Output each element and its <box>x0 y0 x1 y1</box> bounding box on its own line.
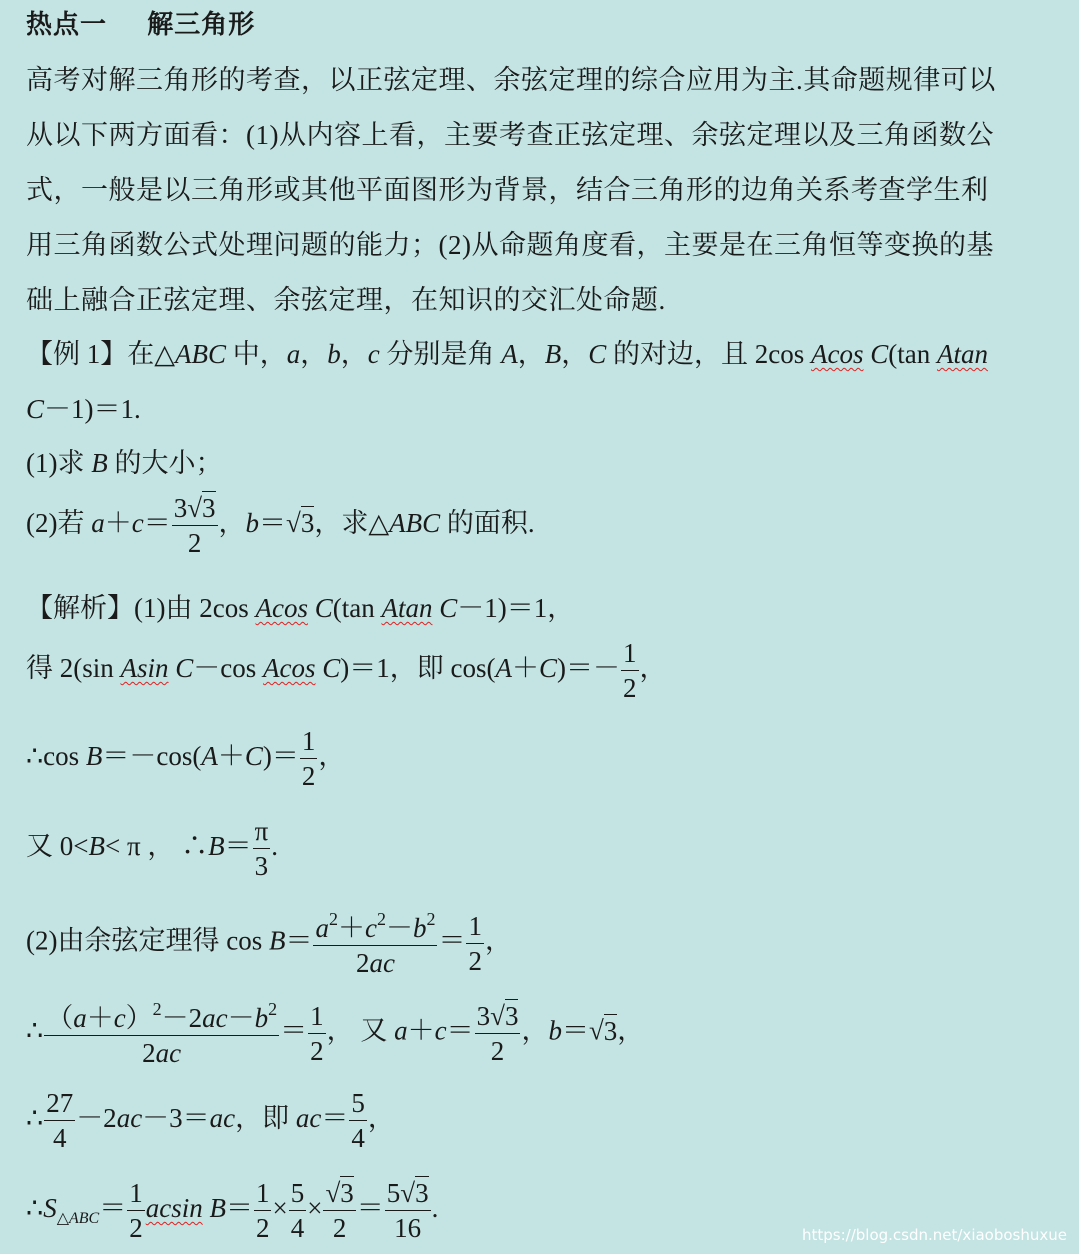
example-tag: 【例 1】 <box>26 339 128 369</box>
solution-line-8 <box>26 1180 438 1242</box>
solution-tag: 【解析】 <box>26 593 134 623</box>
fraction <box>466 910 484 976</box>
radicand: 3 <box>504 1000 519 1031</box>
intro-line-1: 高考对解三角形的考查，以正弦定理、余弦定理的综合应用为主.其命题规律可以 <box>26 65 996 95</box>
text: (2)若 <box>26 508 92 539</box>
num: 5 <box>289 1180 307 1211</box>
text: ＋ <box>217 741 245 772</box>
num: 5 <box>349 1090 367 1121</box>
text: 的对边，且 2cos <box>606 339 812 369</box>
text: 2 <box>355 948 370 978</box>
fraction: $\frac{3√3}{2}$ <box>476 1000 519 1066</box>
radicand: 3 <box>415 1178 429 1208</box>
example-line-1 <box>26 332 988 371</box>
den: 16 <box>394 1213 422 1243</box>
question-2: (2)若 a＋c＝ $\frac{3√3}{2}$ ，b＝√3，求△ABC 的面积. <box>26 493 535 558</box>
var: Atan <box>937 339 988 369</box>
var: c <box>434 1015 447 1046</box>
sub: △ABC <box>56 1210 100 1228</box>
text: 又 0< <box>26 831 89 862</box>
text: ＝ <box>561 1015 589 1046</box>
var: b <box>327 339 341 369</box>
solution-line-1 <box>26 586 574 625</box>
text: ＝ <box>285 925 313 956</box>
text: ，求△ <box>314 508 390 539</box>
num: 1 <box>466 913 484 944</box>
text: ， <box>484 925 512 956</box>
var: B <box>208 831 225 862</box>
var: C <box>175 653 194 684</box>
text: 中， <box>226 339 287 369</box>
text: ，即 <box>235 1103 296 1134</box>
var: b <box>548 1015 562 1046</box>
var: c <box>364 913 377 943</box>
den: 4 <box>290 1213 305 1243</box>
var: ac <box>209 1103 236 1134</box>
intro-line-5: 础上融合正弦定理、余弦定理，在知识的交汇处命题. <box>26 285 666 315</box>
var: A <box>501 339 518 369</box>
den: 2 <box>301 761 316 791</box>
text: ＝ <box>356 1193 384 1224</box>
var: S <box>43 1193 57 1224</box>
var: Acos <box>263 653 316 684</box>
text: ∴ <box>26 1103 44 1134</box>
text: )＝－ <box>557 653 621 684</box>
text: 得 2(sin <box>26 653 121 684</box>
text: ＋ <box>407 1015 435 1046</box>
text: (1)由 2cos <box>134 593 256 623</box>
text: 的大小； <box>107 448 223 478</box>
var: C <box>870 339 889 369</box>
text: ， <box>340 339 368 369</box>
sup: 2 <box>426 909 436 929</box>
intro-line-4: 用三角函数公式处理问题的能力；(2)从命题角度看，主要是在三角恒等变换的基 <box>26 230 994 260</box>
var: c <box>113 1003 126 1033</box>
text: （ <box>46 1003 74 1033</box>
text: 在△ <box>127 339 176 369</box>
var: B <box>91 448 108 478</box>
var: A <box>201 741 218 772</box>
fraction <box>349 1090 367 1152</box>
solution-line-3 <box>26 728 345 790</box>
text: ＝ <box>280 1015 308 1046</box>
fraction <box>308 1000 326 1066</box>
text: 分别是角 <box>379 339 502 369</box>
text: ＝ <box>321 1103 349 1134</box>
var: ac <box>295 1103 322 1134</box>
var: C <box>314 593 333 623</box>
num: 1 <box>127 1180 145 1211</box>
var: b <box>412 913 427 943</box>
fraction <box>127 1180 145 1242</box>
fraction <box>44 1090 75 1152</box>
den: 2 <box>129 1213 143 1243</box>
fraction: $\frac{√3}{2}$ <box>325 1178 354 1243</box>
question-1 <box>26 441 222 480</box>
den: 4 <box>351 1123 365 1153</box>
var: B <box>209 1193 226 1224</box>
var: a <box>91 508 105 539</box>
var: ac <box>116 1103 143 1134</box>
text: . <box>271 831 278 862</box>
text: －2 <box>161 1003 203 1033</box>
var: B <box>88 831 105 862</box>
solution-line-6: ∴ $\frac{(a+c)^2-2ac-b^2}{2ac}$ ＝ $\frac{1}{2}$ ， 又 a＋c＝ $\frac{3√3}{2}$ ，b＝√3， <box>26 999 645 1068</box>
fraction <box>44 1000 279 1067</box>
var: acsin <box>145 1193 203 1224</box>
text: )＝1，即 cos( <box>340 653 496 684</box>
text: (tan <box>332 593 382 623</box>
num: 5 <box>386 1178 401 1208</box>
text: < π ， ∴ <box>104 831 209 862</box>
fraction <box>253 818 271 880</box>
text: (2)由余弦定理得 cos <box>26 925 269 956</box>
num: 27 <box>44 1090 75 1121</box>
radicand: 3 <box>300 508 315 539</box>
solution-line-5 <box>26 910 512 977</box>
var: B <box>544 339 562 369</box>
solution-line-4 <box>26 818 278 880</box>
text: ， <box>639 653 667 684</box>
var: A <box>495 653 513 684</box>
text: ＝ <box>225 1193 253 1224</box>
var: C <box>322 653 341 684</box>
num: 1 <box>300 728 318 759</box>
text: ∴ <box>26 1193 44 1224</box>
fraction <box>254 1180 272 1242</box>
var: a <box>394 1015 408 1046</box>
intro-line-2: 从以下两方面看：(1)从内容上看，主要考查正弦定理、余弦定理以及三角函数公 <box>26 120 994 150</box>
text: 2 <box>142 1038 156 1068</box>
text: －cos <box>193 653 264 684</box>
text: 的面积. <box>440 508 535 539</box>
den: 2 <box>332 1213 347 1243</box>
radicand: 3 <box>202 493 216 523</box>
den: 2 <box>187 528 202 558</box>
text: ＝－cos( <box>102 741 202 772</box>
num: 1 <box>308 1003 326 1034</box>
text: ， <box>300 339 328 369</box>
sup: 2 <box>376 909 386 929</box>
text: －2 <box>76 1103 117 1134</box>
num: π <box>253 818 271 849</box>
text: ＝ <box>259 508 287 539</box>
var: a <box>315 913 329 943</box>
fraction <box>289 1180 307 1242</box>
text: ＋ <box>512 653 540 684</box>
text: ， <box>617 1015 645 1046</box>
text: ） <box>125 1003 153 1033</box>
text: ， <box>218 508 246 539</box>
text: －1)＝1， <box>457 593 575 623</box>
text: ＝ <box>224 831 252 862</box>
num: 3 <box>173 493 188 523</box>
sup: 2 <box>268 999 278 1019</box>
var: ac <box>369 948 395 978</box>
text: ＝ <box>99 1193 127 1224</box>
solution-line-2 <box>26 640 667 702</box>
var: b <box>254 1003 269 1033</box>
var: B <box>85 741 103 772</box>
var: Acos <box>255 593 308 623</box>
var: ac <box>202 1003 228 1033</box>
fraction: $\frac{5√3}{16}$ <box>386 1178 429 1243</box>
den: 4 <box>52 1123 67 1153</box>
intro-line-3: 式，一般是以三角形或其他平面图形为背景，结合三角形的边角关系考查学生利 <box>26 175 989 205</box>
num: 1 <box>254 1180 272 1211</box>
text: )＝ <box>262 741 299 772</box>
var: b <box>245 508 260 539</box>
text: ， <box>318 741 346 772</box>
var: B <box>268 925 286 956</box>
radicand: 3 <box>340 1178 354 1208</box>
text: －3＝ <box>142 1103 210 1134</box>
text: ＝ <box>438 925 466 956</box>
num: 3 <box>476 1000 491 1031</box>
solution-line-7 <box>26 1090 395 1152</box>
text: ∴ <box>26 1015 44 1046</box>
text: . <box>431 1193 439 1224</box>
sup: 2 <box>152 999 162 1019</box>
fraction <box>300 728 318 790</box>
var: Acos <box>811 339 864 369</box>
var: ac <box>155 1038 182 1068</box>
var: c <box>131 508 144 539</box>
text: －1)＝1. <box>44 394 141 424</box>
var: C <box>588 339 607 369</box>
var: C <box>26 394 45 424</box>
text: ＝ <box>446 1015 474 1046</box>
text: ＋ <box>337 913 365 943</box>
text: － <box>385 913 413 943</box>
var: C <box>539 653 558 684</box>
den: 2 <box>255 1213 270 1243</box>
text: × <box>307 1193 323 1224</box>
text: ＝ <box>143 508 171 539</box>
den: 3 <box>254 851 269 881</box>
section-heading: 热点一 解三角形 <box>26 10 256 40</box>
text: (1)求 <box>26 448 92 478</box>
fraction <box>313 910 437 977</box>
text: ＋ <box>86 1003 114 1033</box>
text: － <box>227 1003 255 1033</box>
den: 2 <box>623 673 637 703</box>
num: 1 <box>621 640 639 671</box>
den: 2 <box>490 1035 505 1066</box>
var: a <box>73 1003 87 1033</box>
text: ＋ <box>104 508 132 539</box>
den: 2 <box>310 1035 324 1066</box>
sup: 2 <box>328 909 338 929</box>
text: ， <box>521 1015 549 1046</box>
text: ， <box>367 1103 395 1134</box>
fraction <box>621 640 639 702</box>
den: 2 <box>468 945 482 976</box>
var: C <box>439 593 458 623</box>
text: (tan <box>888 339 937 369</box>
watermark: https://blog.csdn.net/xiaoboshuxue <box>801 1226 1067 1244</box>
example-line-2 <box>26 387 141 426</box>
var: ABC <box>389 508 441 539</box>
text: ， <box>561 339 589 369</box>
text: ， 又 <box>326 1015 395 1046</box>
fraction: $\frac{3√3}{2}$ <box>173 493 216 558</box>
var: Atan <box>381 593 433 623</box>
text: × <box>272 1193 288 1224</box>
var: Asin <box>120 653 169 684</box>
var: a <box>286 339 301 369</box>
var: C <box>244 741 263 772</box>
var: c <box>367 339 380 369</box>
text: ， <box>517 339 545 369</box>
text: ∴cos <box>26 741 86 772</box>
radicand: 3 <box>603 1015 618 1046</box>
var: ABC <box>175 339 227 369</box>
